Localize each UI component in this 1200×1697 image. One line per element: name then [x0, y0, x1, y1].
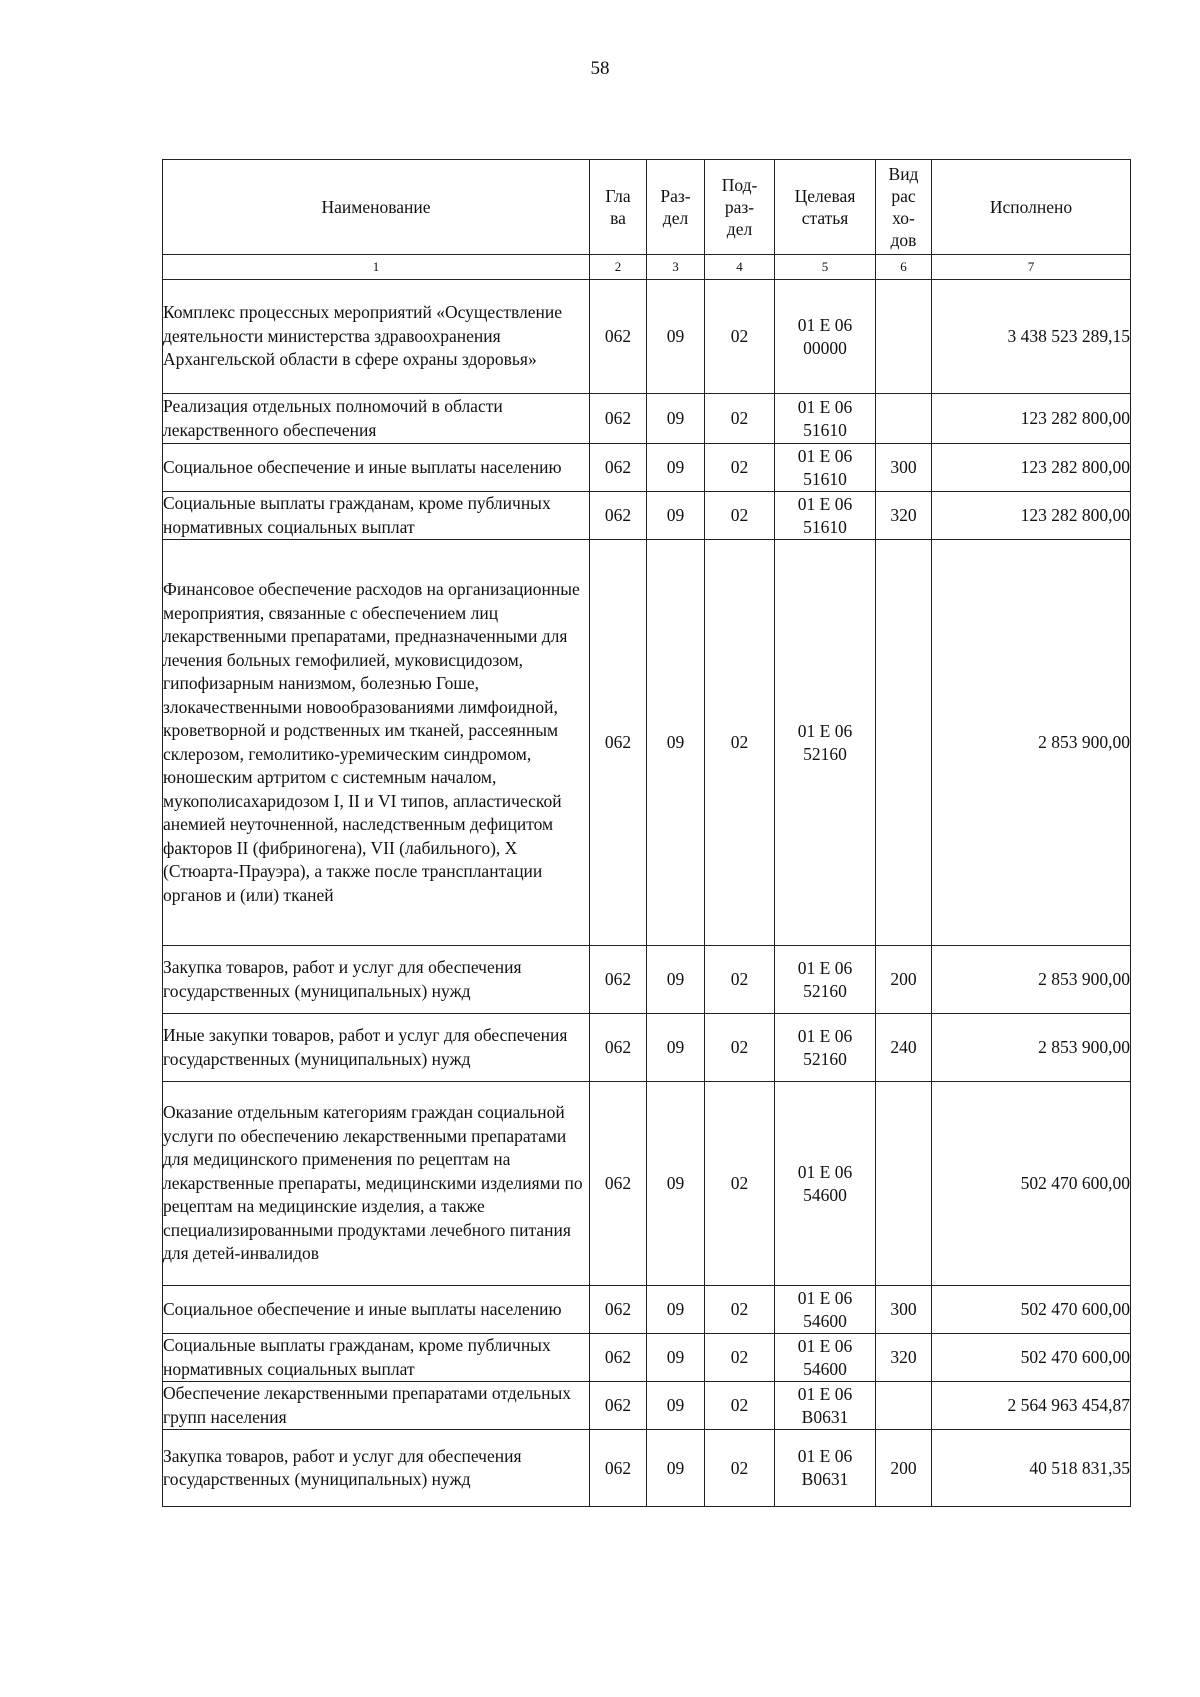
row-amount: 40 518 831,35: [932, 1430, 1131, 1507]
column-number: 7: [932, 255, 1131, 280]
row-target: 01 Е 06 00000: [775, 280, 876, 394]
table-row: [163, 1430, 1131, 1507]
header-glava: Гла ва: [590, 160, 647, 255]
column-number: 6: [876, 255, 932, 280]
row-name: Социальные выплаты гражданам, кроме публичных нормативных социальных выплат: [163, 1334, 590, 1382]
column-number: 2: [590, 255, 647, 280]
row-razdel: 09: [647, 1082, 705, 1286]
row-target: 01 Е 06 51610: [775, 444, 876, 492]
row-podrazdel: 02: [705, 1382, 775, 1430]
row-podrazdel: 02: [705, 394, 775, 444]
row-name: Социальное обеспечение и иные выплаты населению: [163, 444, 590, 492]
row-vid: [876, 1082, 932, 1286]
row-amount: 502 470 600,00: [932, 1082, 1131, 1286]
page-number: 58: [590, 58, 610, 79]
row-glava: 062: [590, 946, 647, 1014]
row-glava: 062: [590, 1334, 647, 1382]
table-row: [163, 540, 1131, 946]
row-podrazdel: 02: [705, 1286, 775, 1334]
header-target: Целевая статья: [775, 160, 876, 255]
row-podrazdel: 02: [705, 1082, 775, 1286]
row-glava: 062: [590, 1014, 647, 1082]
row-amount: 2 853 900,00: [932, 946, 1131, 1014]
row-vid: 240: [876, 1014, 932, 1082]
table-row: [163, 1334, 1131, 1382]
table-header-row: [163, 160, 1131, 255]
row-amount: 3 438 523 289,15: [932, 280, 1131, 394]
table-row: [163, 1286, 1131, 1334]
header-vid: Вид рас хо- дов: [876, 160, 932, 255]
row-glava: 062: [590, 394, 647, 444]
row-vid: 320: [876, 492, 932, 540]
header-podrazdel: Под- раз- дел: [705, 160, 775, 255]
row-razdel: 09: [647, 1382, 705, 1430]
row-glava: 062: [590, 1082, 647, 1286]
row-razdel: 09: [647, 394, 705, 444]
row-target: 01 Е 06 52160: [775, 946, 876, 1014]
column-number: 1: [163, 255, 590, 280]
row-razdel: 09: [647, 1286, 705, 1334]
row-razdel: 09: [647, 1014, 705, 1082]
row-vid: 200: [876, 1430, 932, 1507]
row-name: Закупка товаров, работ и услуг для обеспечения государственных (муниципальных) нужд: [163, 1430, 590, 1507]
row-razdel: 09: [647, 540, 705, 946]
row-razdel: 09: [647, 444, 705, 492]
table-body: [163, 280, 1131, 1507]
row-target: 01 Е 06 51610: [775, 394, 876, 444]
row-razdel: 09: [647, 1334, 705, 1382]
budget-execution-table: [162, 159, 1131, 1507]
column-number: 5: [775, 255, 876, 280]
row-razdel: 09: [647, 946, 705, 1014]
row-name: Обеспечение лекарственными препаратами отдельных групп населения: [163, 1382, 590, 1430]
column-number: 4: [705, 255, 775, 280]
row-target: 01 Е 06 В0631: [775, 1382, 876, 1430]
row-glava: 062: [590, 492, 647, 540]
row-podrazdel: 02: [705, 540, 775, 946]
row-amount: 123 282 800,00: [932, 394, 1131, 444]
row-podrazdel: 02: [705, 1014, 775, 1082]
table-row: [163, 444, 1131, 492]
row-vid: [876, 1382, 932, 1430]
row-target: 01 Е 06 52160: [775, 540, 876, 946]
table-row: [163, 1382, 1131, 1430]
row-podrazdel: 02: [705, 1334, 775, 1382]
row-name: Оказание отдельным категориям граждан социальной услуги по обеспечению лекарственными препаратами для медицинского применения по рецептам на лекарственные препараты, медицинскими изделиями по рецептам на медицинские изделия, а также специализированными продуктами лечебного питания для детей-инвалидов: [163, 1082, 590, 1286]
table-row: [163, 946, 1131, 1014]
table-row: [163, 1082, 1131, 1286]
row-name: Закупка товаров, работ и услуг для обеспечения государственных (муниципальных) нужд: [163, 946, 590, 1014]
row-vid: 300: [876, 1286, 932, 1334]
row-amount: 502 470 600,00: [932, 1334, 1131, 1382]
column-number-row: [163, 255, 1131, 280]
row-amount: 502 470 600,00: [932, 1286, 1131, 1334]
row-name: Иные закупки товаров, работ и услуг для обеспечения государственных (муниципальных) нужд: [163, 1014, 590, 1082]
row-name: Социальное обеспечение и иные выплаты населению: [163, 1286, 590, 1334]
row-podrazdel: 02: [705, 280, 775, 394]
row-glava: 062: [590, 1382, 647, 1430]
row-glava: 062: [590, 444, 647, 492]
column-number: 3: [647, 255, 705, 280]
row-razdel: 09: [647, 1430, 705, 1507]
row-vid: 200: [876, 946, 932, 1014]
row-glava: 062: [590, 280, 647, 394]
header-name: Наименование: [163, 160, 590, 255]
row-vid: 320: [876, 1334, 932, 1382]
header-executed: Исполнено: [932, 160, 1131, 255]
row-amount: 2 853 900,00: [932, 540, 1131, 946]
row-amount: 2 853 900,00: [932, 1014, 1131, 1082]
row-amount: 123 282 800,00: [932, 444, 1131, 492]
row-name: Социальные выплаты гражданам, кроме публичных нормативных социальных выплат: [163, 492, 590, 540]
row-target: 01 Е 06 51610: [775, 492, 876, 540]
row-podrazdel: 02: [705, 492, 775, 540]
row-glava: 062: [590, 1286, 647, 1334]
row-glava: 062: [590, 1430, 647, 1507]
row-target: 01 Е 06 54600: [775, 1286, 876, 1334]
row-razdel: 09: [647, 492, 705, 540]
row-name: Финансовое обеспечение расходов на организационные мероприятия, связанные с обеспечением лиц лекарственными препаратами, предназначенными для лечения больных гемофилией, муковисцидозом, гипофизарным нанизмом, болезнью Гоше, злокачественными новообразованиями лимфоидной, кроветворной и родственных им тканей, рассеянным склерозом, гемолитико-уремическим синдромом, юношеским артритом с системным началом, мукополисахаридозом I, II и VI типов, апластической анемией неуточненной, наследственным дефицитом факторов II (фибриногена), VII (лабильного), X (Стюарта-Прауэра), а также после трансплантации органов и (или) тканей: [163, 540, 590, 946]
row-podrazdel: 02: [705, 444, 775, 492]
table-row: [163, 492, 1131, 540]
row-target: 01 Е 06 54600: [775, 1082, 876, 1286]
row-target: 01 Е 06 В0631: [775, 1430, 876, 1507]
row-name: Комплекс процессных мероприятий «Осуществление деятельности министерства здравоохранения Архангельской области в сфере охраны здоровья»: [163, 280, 590, 394]
row-target: 01 Е 06 54600: [775, 1334, 876, 1382]
row-vid: [876, 280, 932, 394]
row-vid: [876, 394, 932, 444]
row-podrazdel: 02: [705, 1430, 775, 1507]
row-glava: 062: [590, 540, 647, 946]
row-vid: 300: [876, 444, 932, 492]
row-amount: 2 564 963 454,87: [932, 1382, 1131, 1430]
table-row: [163, 394, 1131, 444]
row-podrazdel: 02: [705, 946, 775, 1014]
row-razdel: 09: [647, 280, 705, 394]
row-vid: [876, 540, 932, 946]
row-name: Реализация отдельных полномочий в области лекарственного обеспечения: [163, 394, 590, 444]
table-row: [163, 280, 1131, 394]
row-amount: 123 282 800,00: [932, 492, 1131, 540]
row-target: 01 Е 06 52160: [775, 1014, 876, 1082]
table-row: [163, 1014, 1131, 1082]
header-razdel: Раз- дел: [647, 160, 705, 255]
